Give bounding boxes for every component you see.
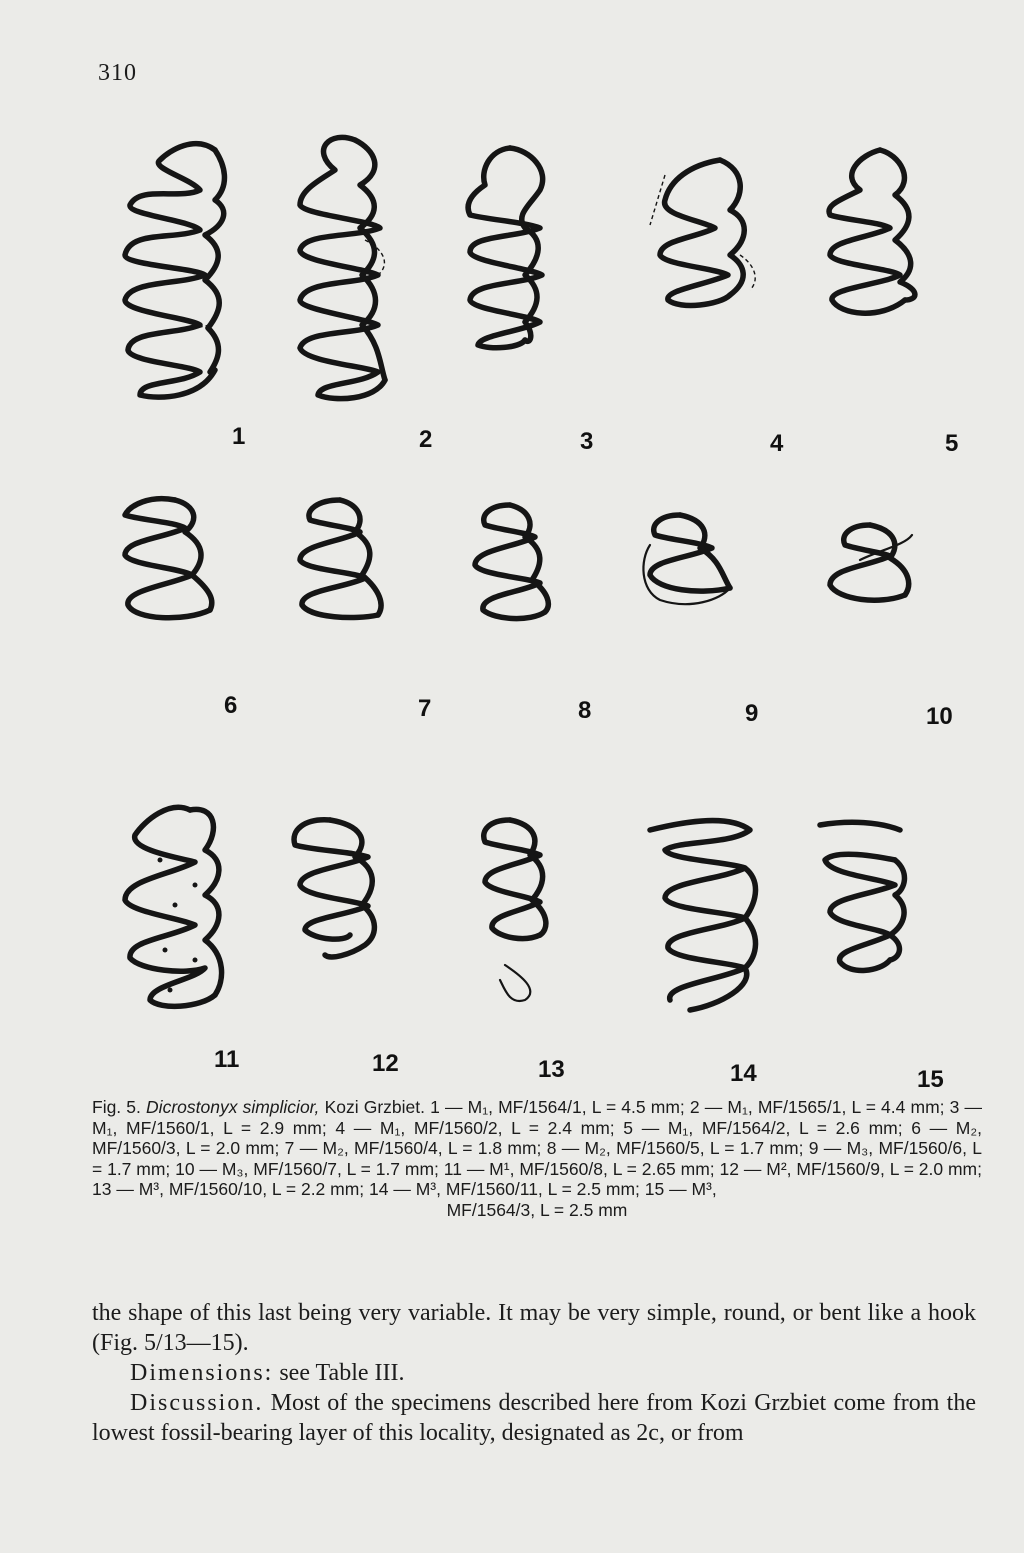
figure-label-9: 9 bbox=[745, 700, 759, 727]
body-text bbox=[92, 1298, 976, 1448]
figure-label-3: 3 bbox=[580, 428, 594, 455]
tooth-drawing-7 bbox=[300, 500, 381, 618]
figure-label-1: 1 bbox=[232, 423, 246, 450]
tooth-drawing-12 bbox=[294, 820, 374, 957]
tooth-drawing-1 bbox=[125, 144, 224, 397]
paragraph-discussion bbox=[92, 1388, 976, 1448]
tooth-drawing-4 bbox=[650, 160, 755, 305]
page-number: 310 bbox=[98, 60, 137, 86]
figure-label-11: 11 bbox=[214, 1046, 240, 1073]
figure-label-2: 2 bbox=[419, 426, 433, 453]
figure-label-4: 4 bbox=[770, 430, 784, 457]
caption-fig-number: Fig. 5. bbox=[92, 1097, 141, 1117]
figure-label-8: 8 bbox=[578, 697, 592, 724]
tooth-drawing-13 bbox=[484, 820, 546, 1001]
tooth-drawing-9 bbox=[643, 515, 730, 604]
figure-label-14: 14 bbox=[730, 1060, 757, 1087]
figure-label-5: 5 bbox=[945, 430, 959, 457]
caption-last-line: MF/1564/3, L = 2.5 mm bbox=[446, 1199, 628, 1220]
figure-label-10: 10 bbox=[926, 703, 953, 730]
tooth-drawing-5 bbox=[829, 150, 915, 313]
figure-label-7: 7 bbox=[418, 695, 432, 722]
tooth-drawing-14 bbox=[650, 821, 756, 1010]
tooth-drawing-15 bbox=[820, 822, 904, 970]
tooth-drawing-10 bbox=[830, 525, 912, 600]
discussion-text: Most of the specimens described here from Kozi Grzbiet come from the lowest fossil-bearing layer of this locality, designated as 2c, or from bbox=[92, 1390, 976, 1446]
tooth-drawing-2 bbox=[300, 137, 385, 398]
caption-text: Kozi Grzbiet. 1 — M₁, MF/1564/1, L = 4.5 mm; 2 — M₁, MF/1565/1, L = 4.4 mm; 3 — M₁, MF/1560/1, L = 2.9 mm; 4 — M₁, MF/1560/2, L = 2.4 mm; 5 — M₁, MF/1564/2, L = 2.6 mm; 6 — M₂, MF/1560/3, L = 2.0 mm; 7 — M₂, MF/1560/4, L = 1.8 mm; 8 — M₂, MF/1560/5, L = 1.7 mm; 9 — M₃, MF/1560/6, L = 1.7 mm; 10 — M₃, MF/1560/7, L = 1.7 mm; 11 — M¹, MF/1560/8, L = 2.65 mm; 12 — M², MF/1560/9, L = 2.0 mm; 13 — M³, MF/1560/10, L = 2.2 mm; 14 — M³, MF/1560/11, L = 2.5 mm; 15 — M³, bbox=[92, 1097, 983, 1200]
figure-label-15: 15 bbox=[917, 1066, 944, 1093]
dimensions-text: see Table III. bbox=[279, 1360, 405, 1386]
discussion-heading: Discussion. bbox=[130, 1390, 264, 1416]
figure-label-12: 12 bbox=[372, 1050, 399, 1077]
figure-caption bbox=[92, 1097, 982, 1221]
tooth-drawing-3 bbox=[468, 148, 543, 348]
tooth-drawing-8 bbox=[475, 505, 548, 619]
tooth-drawing-6 bbox=[125, 499, 212, 618]
figure-label-6: 6 bbox=[224, 692, 238, 719]
tooth-drawing-11 bbox=[125, 807, 222, 1006]
paragraph-dimensions bbox=[92, 1358, 976, 1388]
figure-label-13: 13 bbox=[538, 1056, 565, 1083]
paragraph-continuation: the shape of this last being very variable. It may be very simple, round, or bent like a hook (Fig. 5/13—15). bbox=[92, 1300, 976, 1356]
caption-species: Dicrostonyx simplicior, bbox=[146, 1097, 320, 1117]
dimensions-heading: Dimensions: bbox=[130, 1360, 274, 1386]
